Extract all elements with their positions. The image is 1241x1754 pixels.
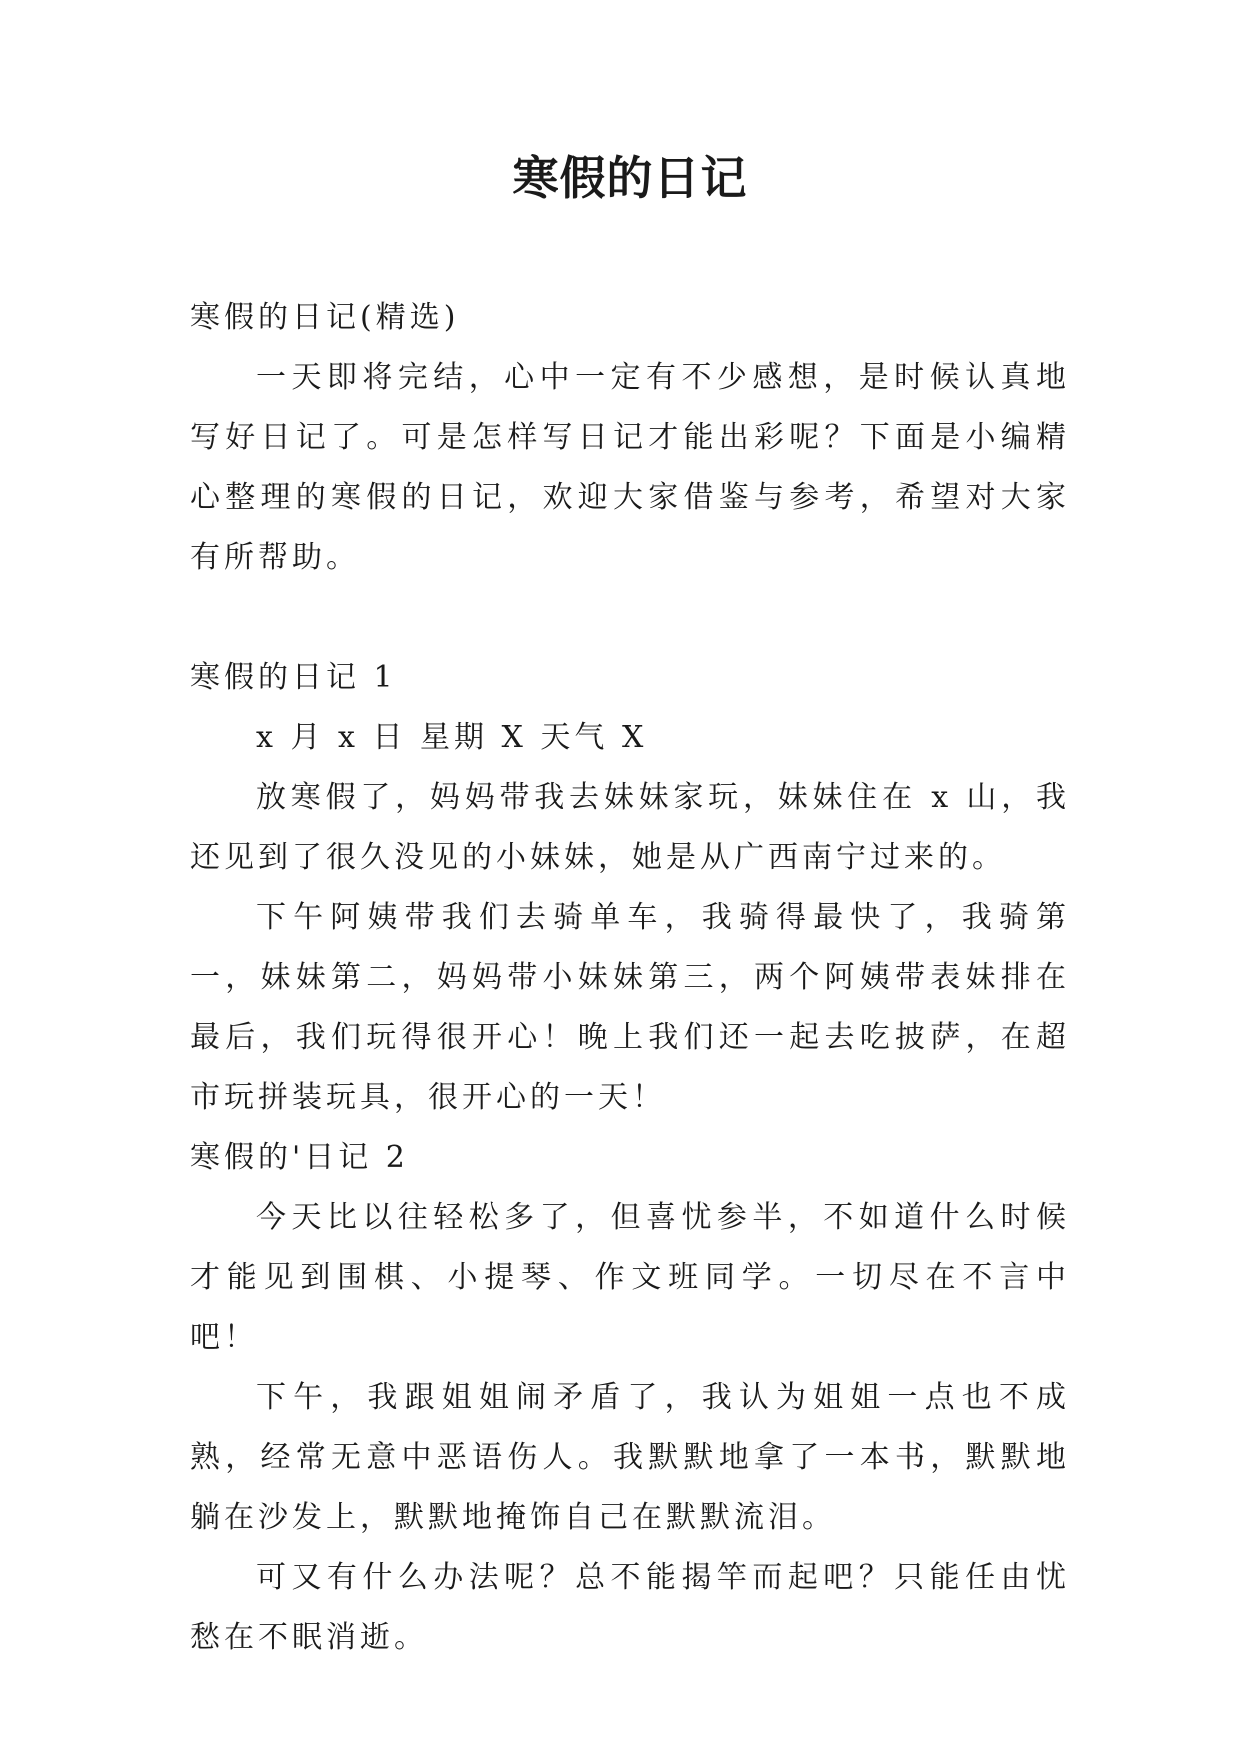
- intro-paragraph: 一天即将完结，心中一定有不少感想，是时候认真地写好日记了。可是怎样写日记才能出彩呢？下面是小编精心整理的寒假的日记，欢迎大家借鉴与参考，希望对大家有所帮助。: [190, 360, 1070, 575]
- section-spacer: [190, 588, 1070, 648]
- entry1-heading: 寒假的日记 1: [190, 660, 397, 695]
- entry2-paragraph: 下午，我跟姐姐闹矛盾了，我认为姐姐一点也不成熟，经常无意中恶语伤人。我默默地拿了一本书，默默地躺在沙发上，默默地掩饰自己在默默流泪。: [190, 1380, 1070, 1535]
- document-body: [190, 288, 1070, 1668]
- entry1-date-line: x 月 x 日 星期 X 天气 X: [256, 720, 648, 755]
- document-subtitle: 寒假的日记(精选): [190, 300, 460, 335]
- entry2-paragraph: 可又有什么办法呢？总不能揭竿而起吧？只能任由忧愁在不眠消逝。: [190, 1560, 1070, 1655]
- entry1-paragraph: 下午阿姨带我们去骑单车，我骑得最快了，我骑第一，妹妹第二，妈妈带小妹妹第三，两个阿姨带表妹排在最后，我们玩得很开心！晚上我们还一起去吃披萨，在超市玩拼装玩具，很开心的一天！: [190, 900, 1070, 1115]
- entry2-paragraph: 今天比以往轻松多了，但喜忧参半，不如道什么时候才能见到围棋、小提琴、作文班同学。一切尽在不言中吧！: [190, 1200, 1070, 1355]
- entry1-paragraph: 放寒假了，妈妈带我去妹妹家玩，妹妹住在 x 山，我还见到了很久没见的小妹妹，她是从广西南宁过来的。: [190, 780, 1070, 875]
- entry2-heading: 寒假的'日记 2: [190, 1140, 409, 1175]
- document-title: 寒假的日记: [512, 151, 748, 205]
